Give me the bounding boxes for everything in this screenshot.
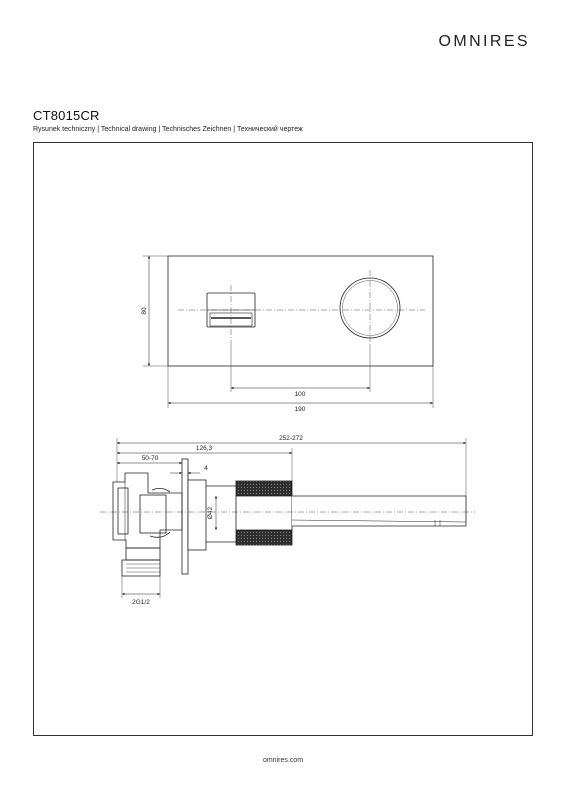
front-view: [143, 256, 433, 408]
concealed-body: [113, 473, 182, 576]
product-code: CT8015CR: [33, 108, 100, 123]
footer-website[interactable]: omnires.com: [262, 757, 304, 764]
spout: [292, 496, 466, 526]
dim-thread: 2G1/2: [132, 599, 150, 606]
knurled-handle: [206, 481, 292, 545]
dim-height-80: 80: [141, 307, 148, 315]
dim-spacing-100: 100: [294, 391, 306, 398]
dim-plate-thickness: 4: [204, 465, 208, 472]
side-view: [100, 438, 475, 598]
cover-plate: [168, 256, 433, 366]
dim-handle-diameter: Ø42: [207, 506, 214, 520]
dim-total-length: 252-272: [279, 435, 303, 442]
side-cover-plate: [182, 459, 188, 574]
dim-wall-depth: 50-70: [141, 455, 159, 462]
dim-width-190: 190: [294, 406, 306, 413]
dim-body-length: 126,3: [195, 445, 213, 452]
drawing-subtitle: Rysunek techniczny | Technical drawing | Technisches Zeichnen | Технический чертеж: [33, 126, 303, 133]
brand-logo: OMNIRES: [438, 33, 530, 50]
